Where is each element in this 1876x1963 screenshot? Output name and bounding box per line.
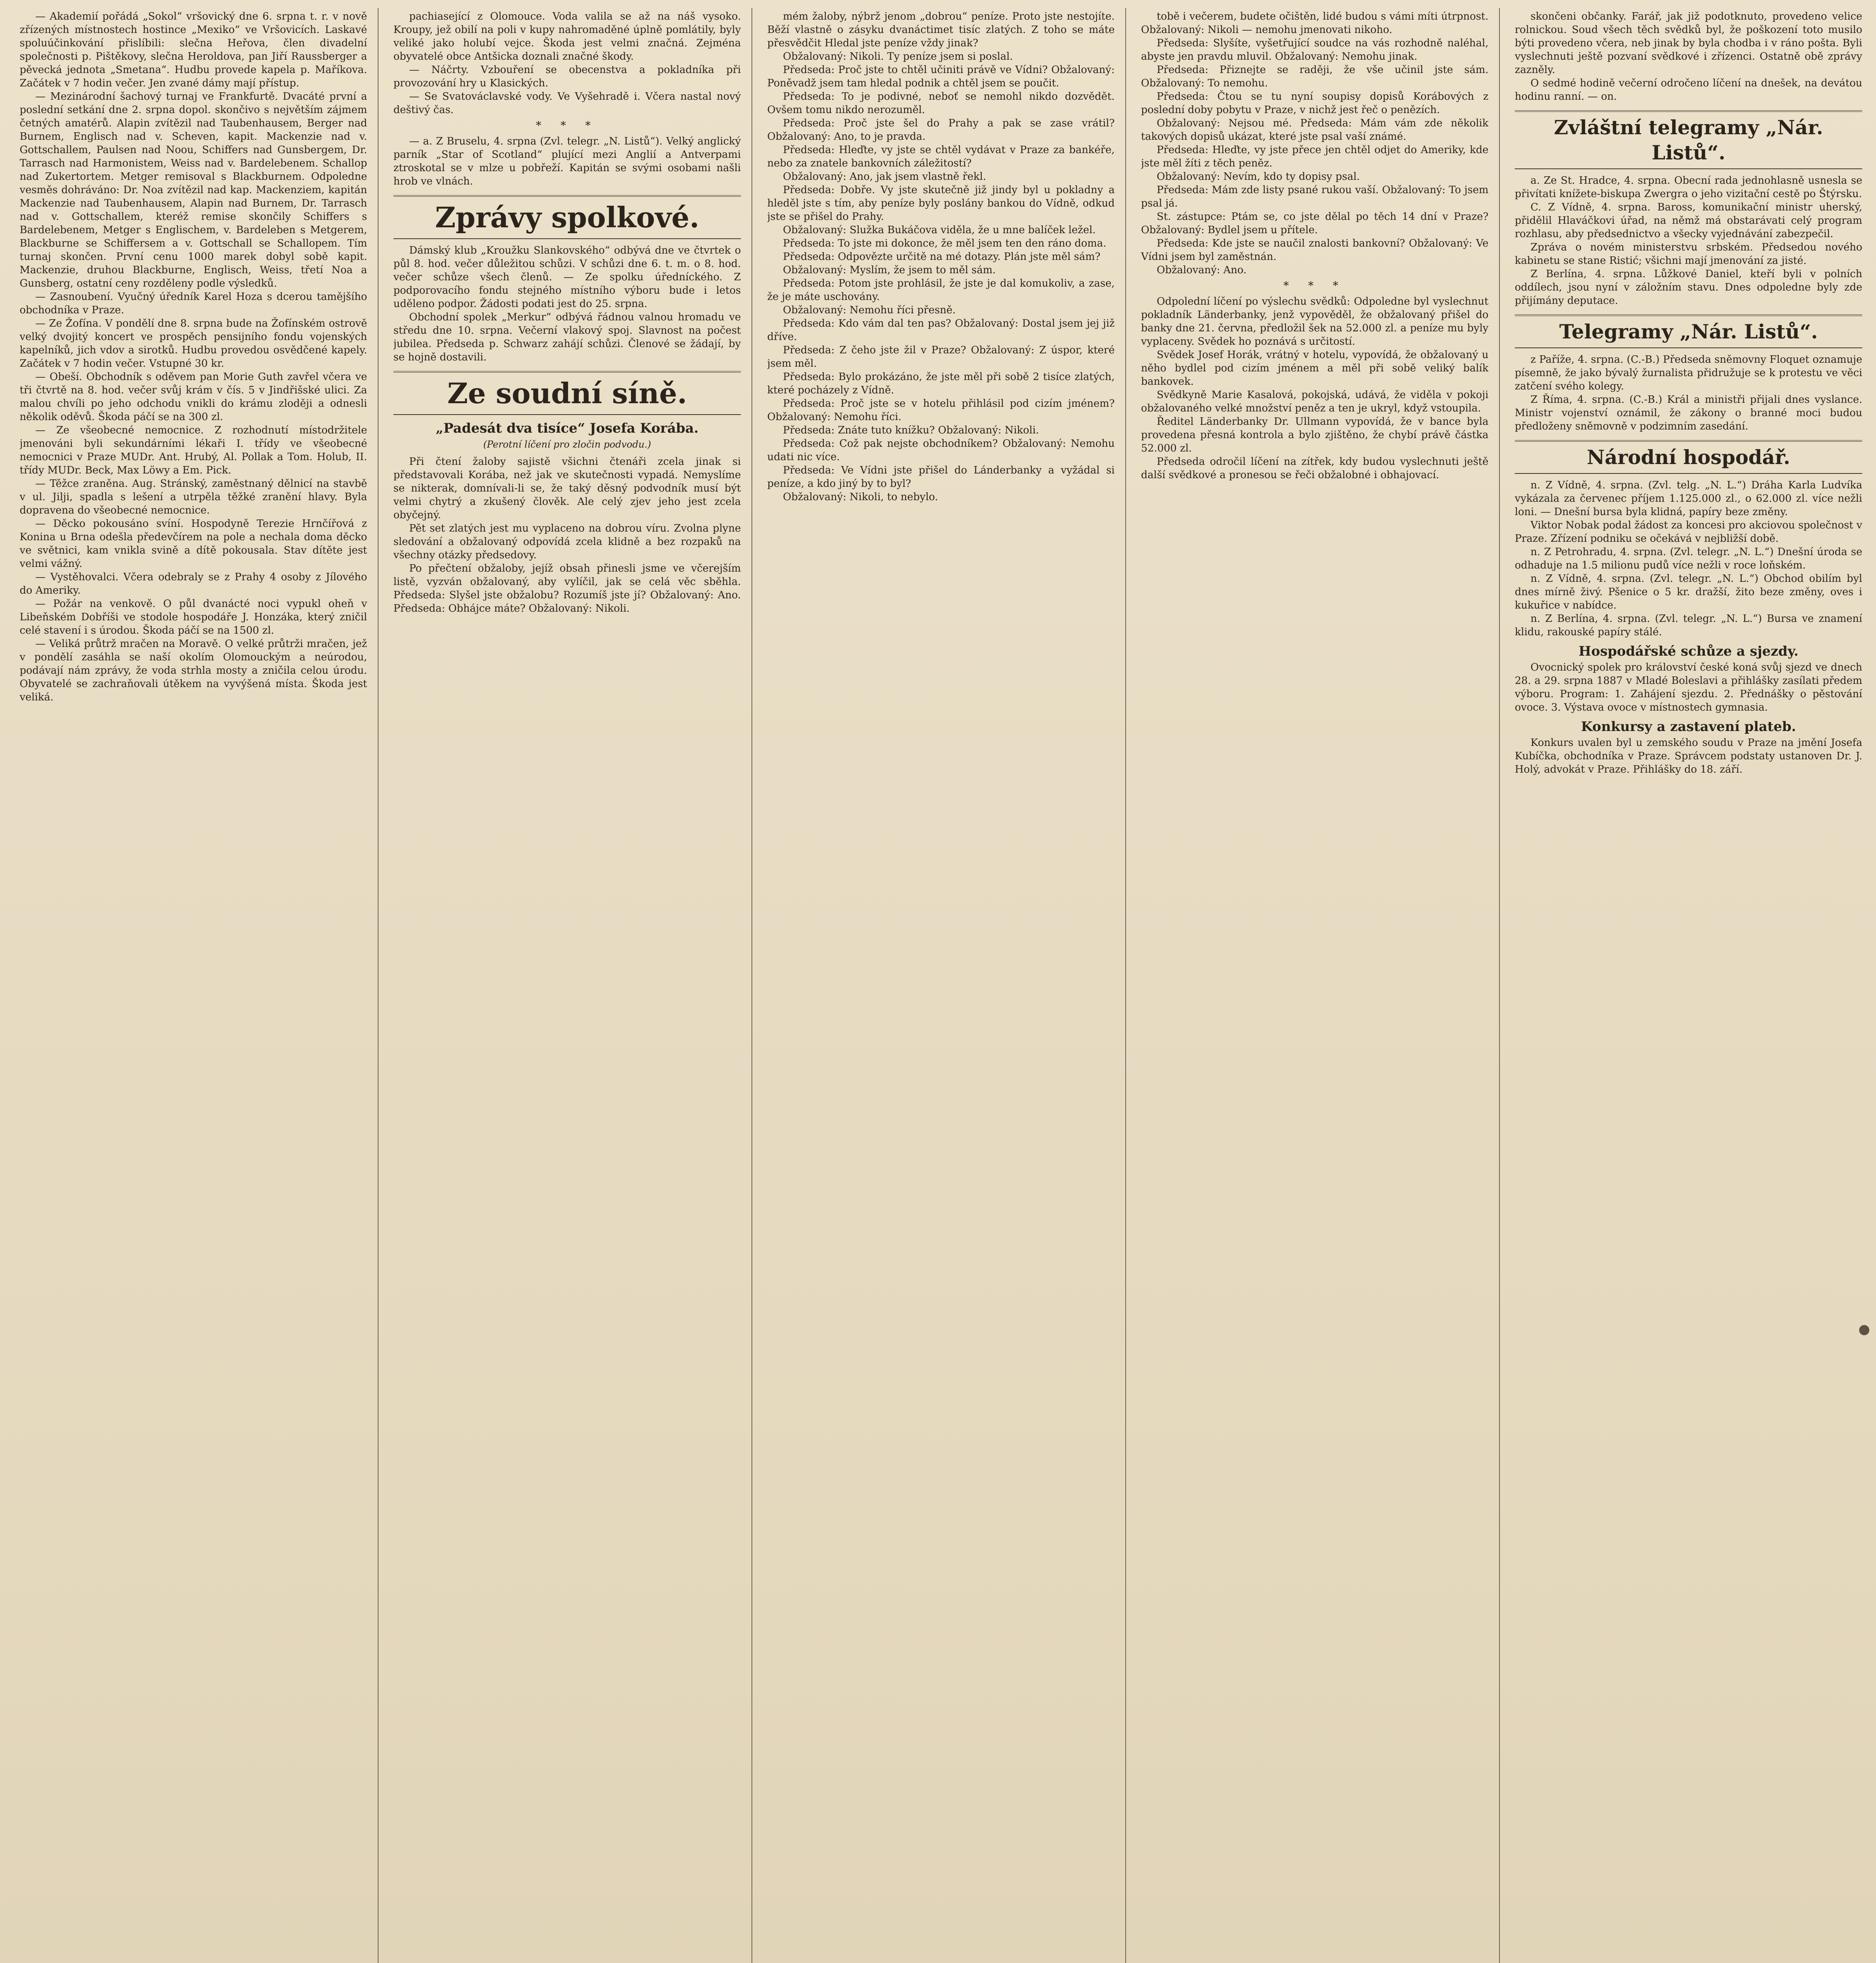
news-item: — Ze všeobecné nemocnice. Z rozhodnutí místodržitele jmenováni byli sekundárními lékaři I. třídy ve všeobecné nemocnici v Praze MUDr. Ant. Hrubý, Al. Pollak a Tom. Holub, II. třídy MUDr. Beck, Max Löwy a Em. Pick.: [20, 424, 367, 476]
meeting-item: Ovocnický spolek pro království české koná svůj sjezd ve dnech 28. a 29. srpna 1887 v Mladé Boleslavi a přihlášky zasílati předem výboru. Program: 1. Zahájení sjezdu. 2. Přednášky o pěstování ovoce. 3. Výstava ovoce v místnostech gymnasia.: [1515, 662, 1862, 713]
column-rule: [751, 8, 752, 1963]
dialogue-line: Předseda: Což pak nejste obchodníkem? Obžalovaný: Nemohu udati nic více.: [767, 438, 1115, 463]
economy-item: Viktor Nobak podal žádost za koncesi pro akciovou společnost v Praze. Zřízení podniku se očekává v nejbližší době.: [1515, 519, 1862, 545]
economy-item: n. Z Berlína, 4. srpna. (Zvl. telegr. „N. L.“) Bursa ve znamení klidu, rakouské papíry stálé.: [1515, 613, 1862, 638]
dialogue-line: Obžalovaný: Nevím, kdo ty dopisy psal.: [1157, 171, 1360, 183]
news-item: — Zasnoubení. Vyučný úředník Karel Hoza s dcerou tamějšího obchodníka v Praze.: [20, 291, 367, 316]
news-item: Ředitel Länderbanky Dr. Ullmann vypovídá, že v bance byla provedena přesná kontrola a bylo zjištěno, že chybí právě částka 52.000 zl.: [1141, 416, 1488, 454]
telegram-item: Z Říma, 4. srpna. (C.-B.) Král a ministři přijali dnes vyslance. Ministr vojenství oznámil, že zákony o branné moci budou předloženy sněmovně v podzimním zasedání.: [1515, 394, 1862, 432]
news-item: Odpolední líčení po výslechu svědků: Odpoledne byl vyslechnut pokladník Länderbanky, jenž vypověděl, že obžalovaný přišel do banky dne 21. června, předložil šek na 52.000 zl. a peníze mu byly vyplaceny. Svědek ho poznává s určitostí.: [1141, 296, 1488, 347]
court-note: (Perotní líčení pro zločin podvodu.): [483, 439, 651, 450]
dialogue-line: Předseda: Proč jste to chtěl učiniti právě ve Vídni? Obžalovaný: Poněvadž jsem tam hledal podnik a chtěl jsem se poučit.: [767, 64, 1115, 89]
dialogue-line: Předseda: Čtou se tu nyní soupisy dopisů Korábových z poslední doby pobytu v Praze, v nichž jest řeč o penězích.: [1141, 91, 1488, 116]
subheading-meetings: Hospodářské schůze a sjezdy.: [1578, 643, 1799, 659]
dialogue-line: Obžalovaný: Ano, jak jsem vlastně řekl.: [783, 171, 986, 183]
dialogue-line: Předseda: Přiznejte se raději, že vše učinil jste sám. Obžalovaný: To nemohu.: [1141, 64, 1488, 89]
court-paragraph: Po přečtení obžaloby, jejíž obsah přinesli jsme ve včerejším listě, vyzván obžalovaný, aby vylíčil, jak se celá věc sběhla. Předseda: Slyšel jste obžalobu? Rozumíš jste jí? Obžalovaný: Ano. Předseda: Obhájce máte? Obžalovaný: Nikoli.: [393, 563, 741, 614]
news-item: Dámský klub „Kroužku Slankovského“ odbývá dne ve čtvrtek o půl 8. hod. večer důležitou schůzi. V schůzi dne 6. t. m. o 8. hod. večer schůze všech členů. — Ze spolku úředníckého. Z podporovacího fondu stejného místního výboru bude i letos uděleno podpor. Žádosti podati jest do 25. srpna.: [393, 245, 741, 310]
dialogue-line: Předseda: To je podivné, neboť se nemohl nikdo dozvědět. Ovšem tomu nikdo nerozuměl.: [767, 91, 1115, 116]
dialogue-line: Předseda: Bylo prokázáno, že jste měl při sobě 2 tisíce zlatých, které pocházely z Vídně.: [767, 371, 1115, 396]
section-heading-telegrams: Telegramy „Nár. Listů“.: [1515, 314, 1862, 348]
news-item: — Akademií pořádá „Sokol“ vršovický dne 6. srpna t. r. v nově zřízených místnostech hostince „Mexiko“ ve Vršovicích. Laskavé spoluúčinkování přislíbili: slečna Heřova, člen divadelní společnosti p. Pištěkovy, slečna Heroldova, pan Jiří Raussberger a pěvecká jednota „Smetana“. Hudbu provede kapela p. Maříkova. Začátek v 7 hodin večer. Jen zvané dámy mají přístup.: [20, 11, 367, 89]
dialogue-line: St. zástupce: Ptám se, co jste dělal po těch 14 dní v Praze? Obžalovaný: Bydlel jsem u přítele.: [1141, 211, 1488, 236]
column-rule: [1499, 8, 1500, 1963]
dialogue-line: Obžalovaný: Ano.: [1157, 264, 1247, 276]
news-item: Svědkyně Marie Kasalová, pokojská, udává, že viděla v pokoji obžalovaného velké množství peněz a ten je ukryl, když vstoupila.: [1141, 389, 1488, 414]
column-rule: [1125, 8, 1126, 1963]
news-item: skončeni občanky. Farář, jak již podotknuto, provedeno velice rolnickou. Soud všech těch svědků byl, že poškození toto musilo býti provedeno včera, neb jinak by byla chodba i v ráno pošta. Byli vyslechnuti ještě pozvaní svědkové i zřízenci. Ostatně obě zprávy zazněly.: [1515, 11, 1862, 76]
dialogue-line: Předseda: Z čeho jste žil v Praze? Obžalovaný: Z úspor, které jsem měl.: [767, 344, 1115, 369]
dialogue-line: mém žaloby, nýbrž jenom „dobrou“ peníze. Proto jste nestojíte. Běží vlastně o zásyku dvanáctimet tisíc zlatých. Z toho se máte přesvědčit Hledal jste peníze vždy jinak?: [767, 11, 1115, 49]
dialogue-line: Předseda: Hleďte, vy jste přece jen chtěl odjet do Ameriky, kde jste měl žíti z těch peněz.: [1141, 144, 1488, 169]
column-4: [1141, 10, 1488, 1963]
paper-hole: [1859, 1325, 1869, 1335]
telegram-item: Zpráva o novém ministerstvu srbském. Předsedou nového kabinetu se stane Ristić; všichni mají jmenování za jisté.: [1515, 241, 1862, 267]
bankruptcy-item: Konkurs uvalen byl u zemského soudu v Praze na jmění Josefa Kubíčka, obchodníka v Praze. Správcem podstaty ustanoven Dr. J. Holý, advokát v Praze. Přihlášky do 18. září.: [1515, 737, 1862, 775]
telegram-note: — a. Z Bruselu, 4. srpna (Zvl. telegr. „N. Listů“). Velký anglický parník „Star of Scotland“ plující mezi Anglií a Antverpami ztroskotal se v mlze u pobřeží. Kapitán se svými osobami našli hrob ve vlnách.: [393, 135, 741, 187]
telegram-item: Z Berlína, 4. srpna. Lůžkové Daniel, kteří byli v polních oddílech, jsou nyní v záložním stavu. Dnes odpoledne byly zde přijímány deputace.: [1515, 268, 1862, 307]
news-item: Předseda odročil líčení na zítřek, kdy budou vyslechnuti ještě další svědkové a pronesou se řeči obžalobné i obhajovací.: [1141, 456, 1488, 481]
dialogue-line: Předseda: Odpovězte určitě na mé dotazy. Plán jste měl sám?: [783, 251, 1101, 263]
dialogue-line: tobě i večerem, budete očištěn, lidé budou s vámi míti útrpnost. Obžalovaný: Nikoli — nemohu jmenovati nikoho.: [1141, 11, 1488, 36]
economy-item: n. Z Vídně, 4. srpna. (Zvl. telegr. „N. L.“) Obchod obilím byl dnes mírně živý. Pšenice o 5 kr. dražší, žito beze změny, oves i kukuřice v nabídce.: [1515, 573, 1862, 611]
news-item: — Veliká průtrž mračen na Moravě. O velké průtrži mračen, jež v pondělí zasáhla se naší okolím Olomouckým a neúrodou, podávají nám zprávy, že voda strhla mosty a zničila celou úrodu. Obyvatelé se zachraňovali útěkem na vyvýšená místa. Škoda jest veliká.: [20, 638, 367, 703]
news-item: pachiasející z Olomouce. Voda valila se až na náš vysoko. Kroupy, jež obilí na poli v kupy nahromaděné úplně pomlátily, byly veliké jako holubí vejce. Škoda jest velmi značná. Zejména obyvatelé obce Antšicka doznali značné škody.: [393, 11, 741, 62]
news-item: O sedmé hodině večerní odročeno líčení na dnešek, na devátou hodinu ranní. — on.: [1515, 77, 1862, 102]
dialogue-line: Předseda: Proč jste šel do Prahy a pak se zase vrátil? Obžalovaný: Ano, to je pravda.: [767, 117, 1115, 143]
dialogue-line: Předseda: Hleďte, vy jste se chtěl vydávat v Praze za bankéře, nebo za znatele bankovních záležitostí?: [767, 144, 1115, 169]
court-subheading: „Padesát dva tisíce“ Josefa Korába.: [435, 420, 699, 436]
section-heading-court: Ze soudní síně.: [393, 371, 741, 415]
telegram-item: a. Ze St. Hradce, 4. srpna. Obecní rada jednohlasně usnesla se přivítati knížete-biskupa Zwergra o jeho vizitační cestě po Štýrsku.: [1515, 175, 1862, 200]
telegram-item: z Paříže, 4. srpna. (C.-B.) Předseda sněmovny Floquet oznamuje písemně, že jako bývalý žurnalista přidružuje se k protestu ve věci zatčení svého kolegy.: [1515, 354, 1862, 392]
section-heading-spolkove: Zprávy spolkové.: [393, 195, 741, 239]
dialogue-line: Předseda: Dobře. Vy jste skutečně již jindy byl u pokladny a hleděl jste s tím, aby peníze byly poslány bankou do Vídně, odkud jste se přišel do Prahy.: [767, 184, 1115, 223]
dialogue-line: Předseda: Slyšíte, vyšetřující soudce na vás rozhodně naléhal, abyste jen pravdu mluvil. Obžalovaný: Nemohu jinak.: [1141, 37, 1488, 62]
dialogue-line: Obžalovaný: Nejsou mé. Předseda: Mám vám zde několik takových dopisů ukázat, které jste psal vaší známé.: [1141, 117, 1488, 143]
dialogue-line: Předseda: Znáte tuto knížku? Obžalovaný: Nikoli.: [783, 424, 1039, 436]
news-item: Obchodní spolek „Merkur“ odbývá řádnou valnou hromadu ve středu dne 10. srpna. Večerní vlakový spoj. Slavnost na počest jubilea. Předseda p. Schwarz zahájí schůzi. Členové se žádají, by se hojně dostavili.: [393, 311, 741, 363]
telegram-item: C. Z Vídně, 4. srpna. Baross, komunikační ministr uherský, přidělil Hlaváčkovi úřad, na němž má obstarávati celý program rozhlasu, aby předsednictvo a všecky vyjednávání zabezpečil.: [1515, 201, 1862, 240]
dialogue-line: Předseda: Potom jste prohlásil, že jste je dal komukoliv, a zase, že je máte uschovány.: [767, 278, 1115, 303]
section-heading-special-telegrams: Zvláštní telegramy „Nár. Listů“.: [1515, 110, 1862, 169]
dialogue-line: Předseda: To jste mi dokonce, že měl jsem ten den ráno doma.: [783, 238, 1106, 249]
dialogue-line: Předseda: Kde jste se naučil znalosti bankovní? Obžalovaný: Ve Vídni jsem byl zaměstnán.: [1141, 238, 1488, 263]
dialogue-line: Obžalovaný: Nikoli. Ty peníze jsem si poslal.: [783, 51, 1013, 62]
separator-stars: * * *: [536, 119, 599, 132]
column-2: [393, 10, 741, 1963]
news-item: — Těžce zraněna. Aug. Stránský, zaměstnaný dělnicí na stavbě v ul. Jilji, spadla s lešení a utrpěla těžké zranění hlavy. Byla dopravena do všeobecné nemocnice.: [20, 478, 367, 516]
news-item: — Vystěhovalci. Včera odebraly se z Prahy 4 osoby z Jílového do Ameriky.: [20, 571, 367, 596]
dialogue-line: Předseda: Proč jste se v hotelu přihlásil pod cizím jménem? Obžalovaný: Nemohu říci.: [767, 398, 1115, 423]
dialogue-line: Předseda: Mám zde listy psané rukou vaší. Obžalovaný: To jsem psal já.: [1141, 184, 1488, 209]
dialogue-line: Obžalovaný: Nemohu říci přesně.: [783, 304, 956, 316]
court-paragraph: Při čtení žaloby sajistě všichni čtenáři zcela jinak si představovali Korába, než jak ve skutečnosti vypadá. Nemyslíme se nikterak, domnívali-li se, že taký děsný podvodník musí být velmi chytrý a zkušený člověk. Ale celý zjev jeho jest zcela obyčejný.: [393, 456, 741, 521]
news-item: — Mezinárodní šachový turnaj ve Frankfurtě. Dvacáté první a poslední setkání dne 2. srpna dopol. skončivo s největším zájmem četných amatérů. Alapin zvítězil nad Taubenhausem, Berger nad Burnem, Englisch nad v. Scheven, kapit. Mackenzie nad v. Gottschallem, Paulsen nad Noou, Schiffers nad Gunsbergem, Dr. Tarrasch nad Harmonistem, Weiss nad v. Bardelebenem. Schallop nad Zukertortem. Metger remisoval s Blackburnem. Odpoledne vesměs dohráváno: Dr. Noa zvítězil nad kap. Mackenziem, kapitán Mackenzie nad Taubenhausem, Alapin nad Burnem, Dr. Tarrasch nad v. Gottschallem, kteréž remise skončily Schiffers s Bardelebenem, Metger s Englischem, v. Bardeleben s Metgerem, Blackburne se Schiffersem a v. Gottschall se Schallopem. Tím turnaj skončen. První cenu 1000 marek dobyl sobě kapit. Mackenzie, druhou Blackburne, Englisch, Weiss, třetí Noa a Gunsberg, ostatní ceny rozděleny podle výsledků.: [20, 91, 367, 289]
economy-item: n. Z Vídně, 4. srpna. (Zvl. telg. „N. L.“) Dráha Karla Ludvíka vykázala za červenec příjem 1.125.000 zl., o 62.000 zl. více nežli loni. — Dnešní bursa byla klidná, papíry beze změny.: [1515, 479, 1862, 518]
dialogue-line: Obžalovaný: Služka Bukáčova viděla, že u mne balíček ležel.: [783, 224, 1096, 236]
news-item: — Děcko pokousáno svíní. Hospodyně Terezie Hrnčířová z Konina u Brna odešla předevčírem na pole a nechala doma děcko ve světnici, kam vnikla svině a dítě pokousala. Stav dítěte jest velmi vážný.: [20, 518, 367, 570]
separator-stars: * * *: [1283, 279, 1346, 292]
news-item: — Se Svatováclavské vody. Ve Vyšehradě i. Včera nastal nový deštivý čas.: [393, 91, 741, 116]
news-item: — Ze Žofína. V pondělí dne 8. srpna bude na Žofínském ostrově velký dvojitý koncert ve prospěch pensijního fondu vojenských kapelníků, jich vdov a sirotků. Hudbu provedou osvědčené kapely. Začátek v 7 hodin večer. Vstupné 30 kr.: [20, 318, 367, 369]
column-5: [1515, 10, 1862, 1963]
news-item: — Náčrty. Vzbouření se obecenstva a pokladníka při provozování hry u Klasických.: [393, 64, 741, 89]
column-3: [767, 10, 1115, 1963]
dialogue-line: Předseda: Kdo vám dal ten pas? Obžalovaný: Dostal jsem jej již dříve.: [767, 318, 1115, 343]
dialogue-line: Předseda: Ve Vídni jste přišel do Lánderbanky a vyžádal si peníze, a kdo jiný by to byl?: [767, 464, 1115, 490]
news-item: Svědek Josef Horák, vrátný v hotelu, vypovídá, že obžalovaný u něho bydlel pod cizím jménem a měl při sobě veliký balík bankovek.: [1141, 349, 1488, 387]
economy-item: n. Z Petrohradu, 4. srpna. (Zvl. telegr. „N. L.“) Dnešní úroda se odhaduje na 1.5 milionu pudů více nežli v roce loňském.: [1515, 546, 1862, 571]
column-1: [20, 10, 367, 1963]
subheading-bankruptcies: Konkursy a zastavení plateb.: [1581, 719, 1796, 735]
dialogue-line: Obžalovaný: Nikoli, to nebylo.: [783, 491, 938, 503]
court-paragraph: Pět set zlatých jest mu vyplaceno na dobrou víru. Zvolna plyne sledování a obžalovaný odpovídá zcela klidně a bez rozpaků na všechny otázky předsedovy.: [393, 523, 741, 561]
section-heading-economy: Národní hospodář.: [1515, 440, 1862, 474]
news-item: — Obeší. Obchodník s oděvem pan Morie Guth zavřel včera ve tři čtvrtě na 8. hod. večer svůj krám v čís. 5 v Jindřišské ulici. Za malou chvíli po jeho odchodu vnikli do krámu zloději a odnesli několik oděvů. Škoda páčí se na 300 zl.: [20, 371, 367, 423]
news-item: — Požár na venkově. O půl dvanácté noci vypukl oheň v Libeňském Dobříši ve stodole hospodáře J. Honzáka, který zničil celé stavení i s úrodou. Škoda páčí se na 1500 zl.: [20, 598, 367, 636]
dialogue-line: Obžalovaný: Myslím, že jsem to měl sám.: [783, 264, 996, 276]
